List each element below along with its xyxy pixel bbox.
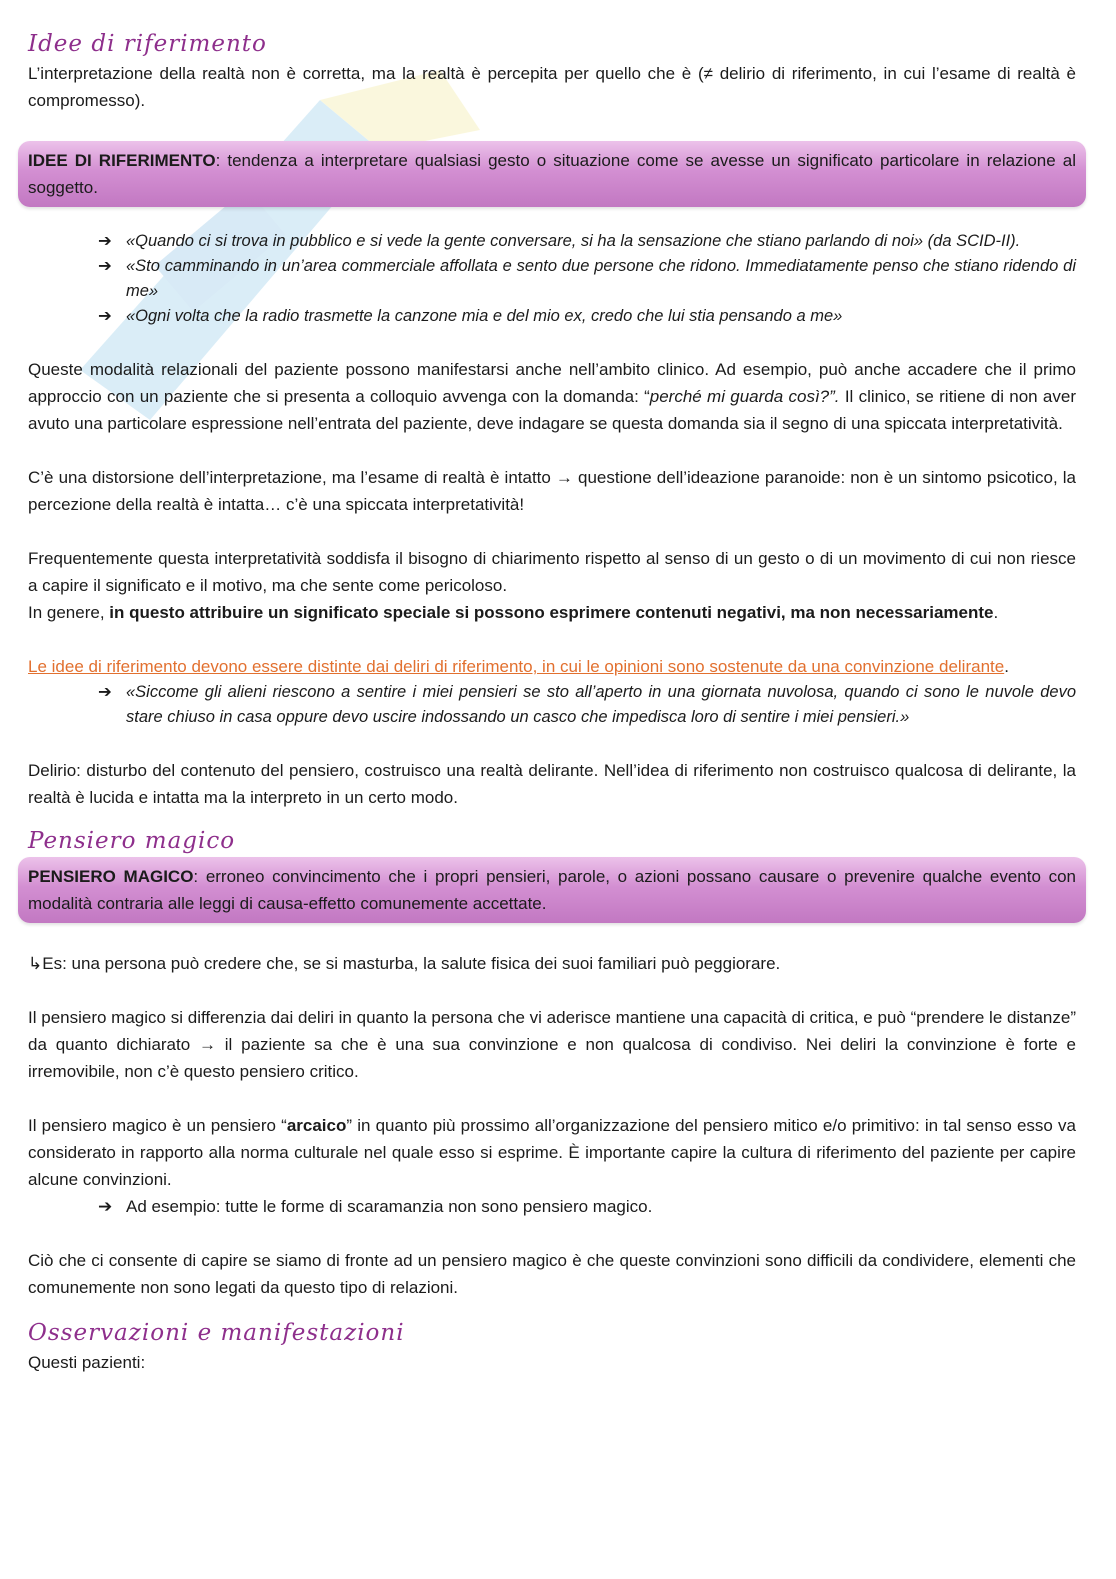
- paragraph-frequency: Frequentemente questa interpretatività soddisfa il bisogno di chiarimento rispetto al senso di un gesto o di un movimento di cui non riesce a capire il significato e il motivo, ma che sente come pericoloso.: [28, 549, 1076, 595]
- heading-osservazioni: Osservazioni e manifestazioni: [28, 1320, 405, 1346]
- definition-term: PENSIERO MAGICO: [28, 867, 194, 886]
- definition-text: [28, 863, 1076, 917]
- list-item: ➔ «Quando ci si trova in pubblico e si vede la gente conversare, si ha la sensazione che stiano parlando di noi» (da SCID-II).: [98, 229, 1076, 254]
- paragraph-delirio: Delirio: disturbo del contenuto del pensiero, costruisco una realtà delirante. Nell’idea di riferimento non costruisco qualcosa di delirante, la realtà è lucida e intatta ma la interpreto in un certo modo.: [28, 761, 1076, 807]
- list-item: ➔ «Ogni volta che la radio trasmette la canzone mia e del mio ex, credo che lui stia pensando a me»: [98, 304, 1076, 329]
- paragraph-distortion: C’è una distorsione dell’interpretazione, ma l’esame di realtà è intatto → questione dell’ideazione paranoide: non è un sintomo psicotico, la percezione della realtà è intatta… c’è una spiccata interpretatività!: [28, 468, 1076, 514]
- definition-box-pensiero: [18, 857, 1086, 923]
- example-aliens-list: [28, 680, 1076, 730]
- paragraph-clinical: Queste modalità relazionali del paziente possono manifestarsi anche nell’ambito clinico. Ad esempio, può anche accadere che il primo approccio con un paziente che si presenta a colloquio avvenga con la domanda: “perché mi guarda così?”. Il clinico, se ritiene di non aver avuto una particolare espressione nell’entrata del paziente, deve indagare se questa domanda sia il segno di una spiccata interpretatività.: [28, 360, 1076, 433]
- definition-term: IDEE DI RIFERIMENTO: [28, 151, 216, 170]
- arrow-icon: ➔: [98, 1197, 113, 1216]
- list-item: ➔ Ad esempio: tutte le forme di scaramanzia non sono pensiero magico.: [98, 1193, 1076, 1220]
- example-paragraph: ↳Es: una persona può credere che, se si masturba, la salute fisica dei suoi familiari può peggiorare.: [28, 954, 781, 973]
- definition-body: : erroneo convincimento che i propri pensieri, parole, o azioni possano causare o prevenire qualche evento con modalità contraria alle leggi di causa-effetto comunemente accettate.: [28, 867, 1077, 913]
- arrow-icon: ➔: [98, 683, 112, 701]
- return-arrow-icon: ↳: [28, 954, 43, 973]
- arrow-icon: ➔: [98, 232, 112, 250]
- paragraph-condividere: Ciò che ci consente di capire se siamo di fronte ad un pensiero magico è che queste convinzioni sono difficili da condividere, elementi che comunemente non sono legati da questo tipo di relazioni.: [28, 1251, 1076, 1297]
- definition-box-idee: [18, 141, 1086, 207]
- definition-body: : tendenza a interpretare qualsiasi gesto o situazione come se avesse un significato particolare in relazione al soggetto.: [28, 151, 1076, 197]
- heading-pensiero-magico: Pensiero magico: [28, 828, 236, 854]
- heading-idee-di-riferimento: Idee di riferimento: [28, 31, 267, 57]
- paragraph-distinction: Le idee di riferimento devono essere distinte dai deliri di riferimento, in cui le opinioni sono sostenute da una convinzione delirante.: [28, 657, 1009, 676]
- scaramanzia-list: [28, 1193, 1076, 1220]
- paragraph-questi-pazienti: Questi pazienti:: [28, 1353, 146, 1372]
- list-item: ➔ «Sto camminando in un’area commerciale affollata e sento due persone che ridono. Immediatamente penso che stiano ridendo di me»: [98, 254, 1076, 304]
- list-item: ➔ «Siccome gli alieni riescono a sentire i miei pensieri se sto all’aperto in una giornata nuvolosa, quando ci sono le nuvole devo stare chiuso in casa oppure devo uscire indossando un casco che impedisca loro di sentire i miei pensieri.»: [98, 680, 1076, 730]
- paragraph-arcaico: Il pensiero magico è un pensiero “arcaico” in quanto più prossimo all’organizzazione del pensiero mitico e/o primitivo: in tal senso esso va considerato in rapporto alla norma culturale nel quale esso si esprime. È importante capire la cultura di riferimento del paziente per capire alcune convinzioni.: [28, 1116, 1076, 1189]
- examples-list: [28, 229, 1076, 329]
- document-page: [28, 28, 1076, 1376]
- paragraph-general: In genere, in questo attribuire un significato speciale si possono esprimere contenuti negativi, ma non necessariamente.: [28, 603, 999, 622]
- arrow-icon: ➔: [98, 307, 112, 325]
- arrow-icon: ➔: [98, 257, 112, 275]
- definition-text: [28, 147, 1076, 201]
- paragraph-critica: Il pensiero magico si differenzia dai deliri in quanto la persona che vi aderisce mantiene una capacità di critica, e può “prendere le distanze” da quanto dichiarato → il paziente sa che è una sua convinzione e non qualcosa di condiviso. Nei deliri la convinzione è forte e irremovibile, non c’è questo pensiero critico.: [28, 1008, 1076, 1081]
- intro-paragraph: L’interpretazione della realtà non è corretta, ma la realtà è percepita per quello che è (≠ delirio di riferimento, in cui l’esame di realtà è compromesso).: [28, 64, 1076, 110]
